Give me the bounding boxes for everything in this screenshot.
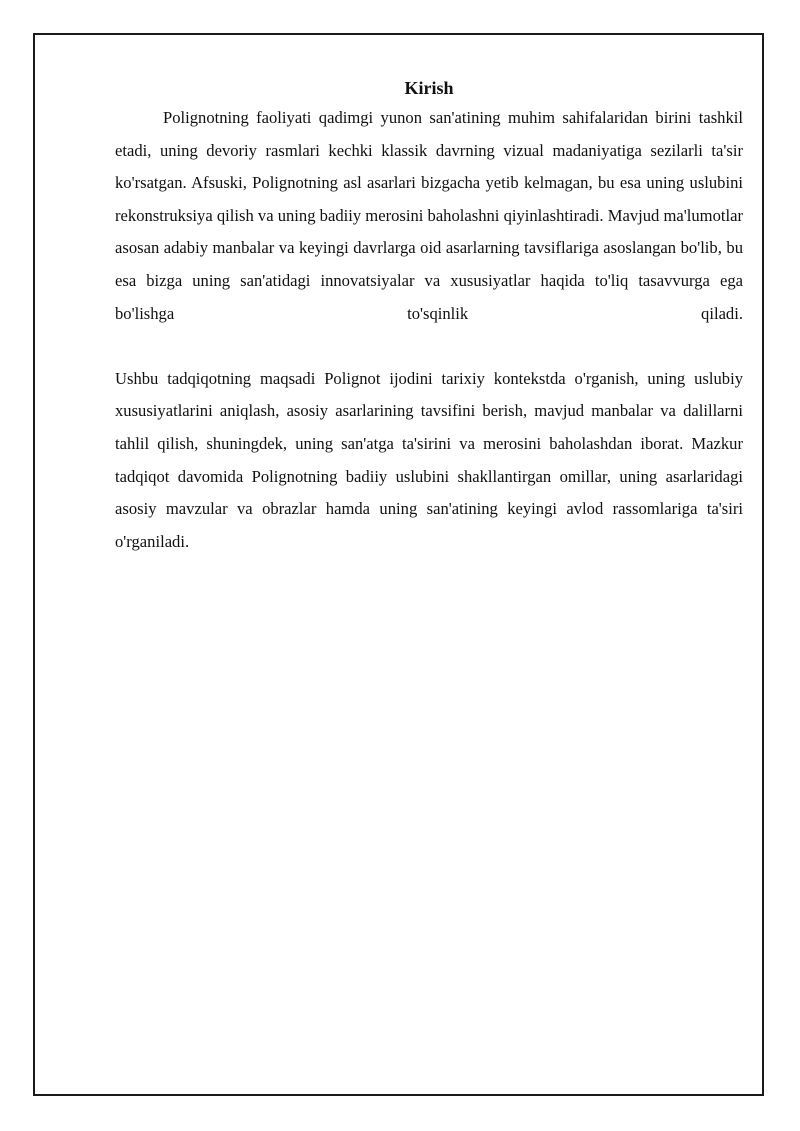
paragraph-2: Ushbu tadqiqotning maqsadi Polignot ijodini tarixiy kontekstda o'rganish, uning uslubiy xususiyatlarini aniqlash, asosiy asarlarining tavsifini berish, mavjud manbalar va dalillarni tahlil qilish, shuningdek, uning san'atga ta'sirini va merosini baholashdan iborat. Mazkur tadqiqot davomida Polignotning badiiy uslubini shakllantirgan omillar, uning asarlaridagi asosiy mavzular va obrazlar hamda uning san'atining keyingi avlod rassomlariga ta'siri o'rganiladi. (115, 368, 743, 551)
paragraph-spacer (115, 330, 743, 363)
document-body (115, 74, 743, 558)
document-heading: Kirish (404, 78, 454, 98)
paragraph-1: Polignotning faoliyati qadimgi yunon san'atining muhim sahifalaridan birini tashkil etadi, uning devoriy rasmlari kechki klassik davrning vizual madaniyatiga sezilarli ta'sir ko'rsatgan. Afsuski, Polignotning asl asarlari bizgacha yetib kelmagan, bu esa uning uslubini rekonstruksiya qilish va uning badiiy merosini baholashni qiyinlashtiradi. Mavjud ma'lumotlar asosan adabiy manbalar va keyingi davrlarga oid asarlarning tavsiflariga asoslangan bo'lib, bu esa bizga uning san'atidagi innovatsiyalar va xususiyatlar haqida to'liq tasavvurga ega bo'lishga to'sqinlik qiladi. (115, 108, 743, 323)
